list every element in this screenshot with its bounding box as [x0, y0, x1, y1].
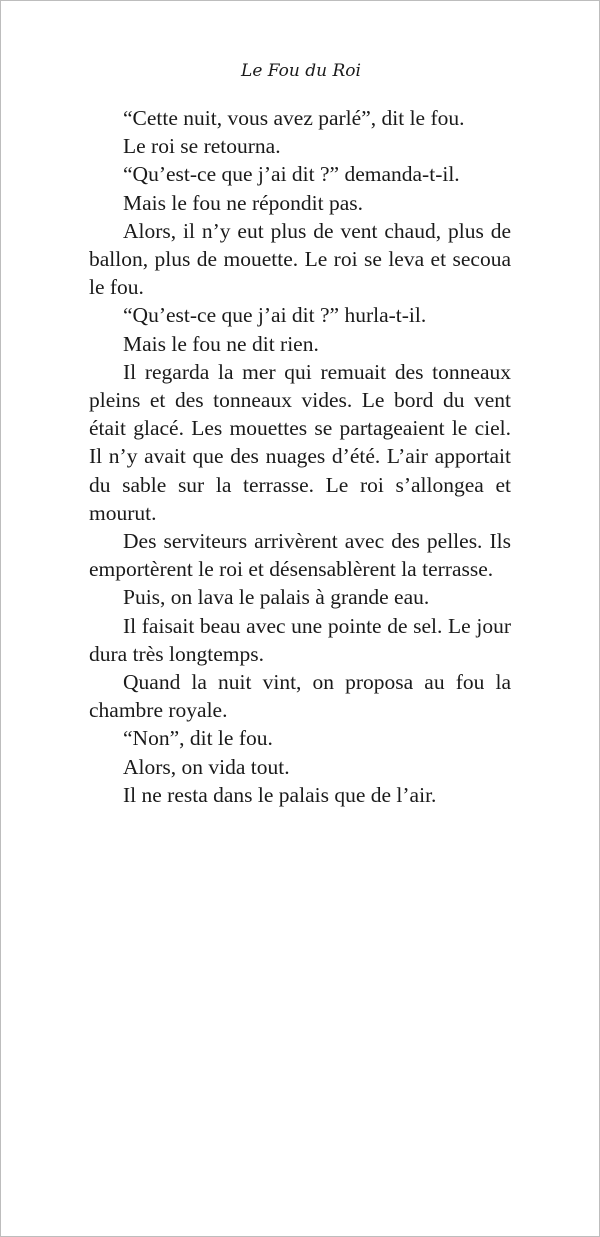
paragraph-6: “Qu’est-ce que j’ai dit ?” hurla-t-il. — [123, 303, 427, 328]
paragraph-15: Il ne resta dans le palais que de l’air. — [123, 782, 437, 807]
paragraph-3: “Qu’est-ce que j’ai dit ?” demanda-t-il. — [123, 162, 460, 187]
paragraph-4: Mais le fou ne répondit pas. — [123, 190, 364, 215]
paragraph-13: “Non”, dit le fou. — [123, 726, 273, 751]
paragraph-14: Alors, on vida tout. — [123, 754, 290, 779]
running-head: Le Fou du Roi — [241, 61, 361, 81]
story-text — [89, 104, 511, 809]
paragraph-8: Il regarda la mer qui remuait des tonneaux pleins et des tonneaux vides. Le bord du vent était glacé. Les mouettes se partageaient le ciel. Il n’y avait que des nuages d’été. L’air apportait du sable sur la terrasse. Le roi s’allongea et mourut. — [89, 359, 511, 525]
paragraph-10: Puis, on lava le palais à grande eau. — [123, 585, 430, 610]
paragraph-9: Des serviteurs arrivèrent avec des pelles. Ils emportèrent le roi et désensablèrent la terrasse. — [89, 529, 511, 582]
paragraph-12: Quand la nuit vint, on proposa au fou la chambre royale. — [89, 670, 511, 723]
paragraph-5: Alors, il n’y eut plus de vent chaud, plus de ballon, plus de mouette. Le roi se leva et secoua le fou. — [89, 218, 511, 300]
paragraph-11: Il faisait beau avec une pointe de sel. Le jour dura très longtemps. — [89, 613, 511, 666]
paragraph-2: Le roi se retourna. — [123, 134, 281, 159]
paragraph-1: “Cette nuit, vous avez parlé”, dit le fou. — [123, 106, 465, 130]
paragraph-7: Mais le fou ne dit rien. — [123, 331, 319, 356]
